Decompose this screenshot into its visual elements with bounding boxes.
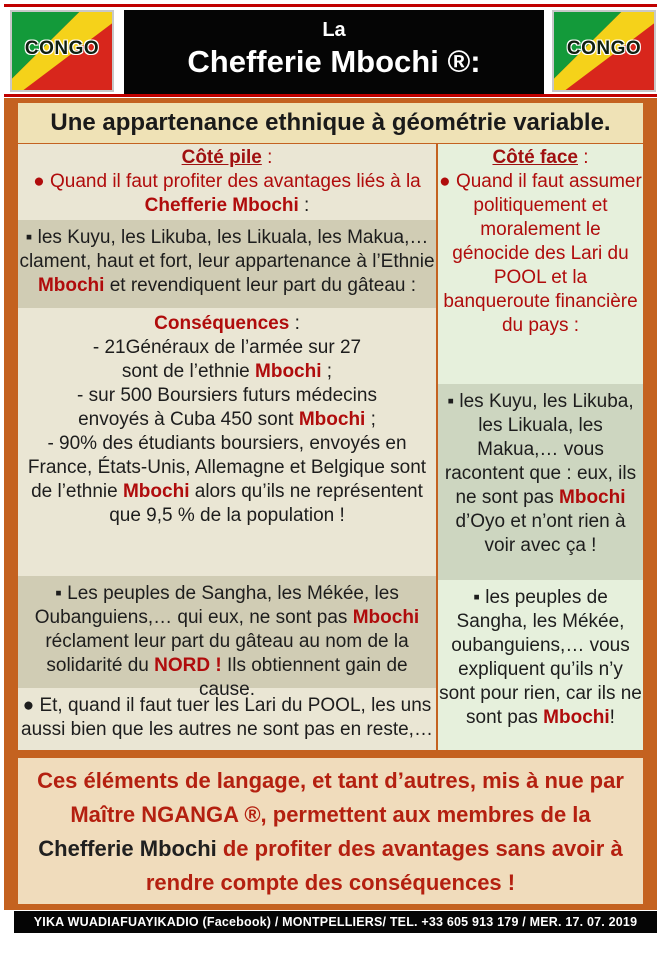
right-heading-colon: :: [577, 147, 589, 168]
cons2-line-a: - sur 500 Boursiers futurs médecins: [77, 385, 377, 406]
right-intro-b: politiquement et: [473, 195, 608, 216]
right-para2-a: ▪ les peuples de: [473, 587, 608, 608]
right-intro: [438, 144, 643, 384]
left-intro-end: :: [298, 195, 310, 216]
congo-flag-right: [552, 10, 656, 92]
cons1-end: ;: [321, 361, 333, 382]
right-column: [438, 144, 643, 750]
left-para2-term: Mbochi: [352, 607, 420, 628]
left-intro-text: Quand il faut profiter des avantages liés à la: [50, 171, 421, 192]
title-box: [124, 10, 544, 94]
cons3-line-a: - 90% des étudiants boursiers, envoyés en: [47, 433, 407, 454]
conclusion-line-3: de profiter des avantages sans avoir à: [216, 836, 623, 861]
left-para2-line-a: ▪ Les peuples de Sangha, les Mékée, les: [55, 583, 399, 604]
conclusion-line-2: Maître NGANGA ®, permettent aux membres de la: [70, 802, 591, 827]
right-intro-c: moralement le: [480, 219, 601, 240]
right-para1-f: d’Oyo et n’ont rien à: [455, 511, 626, 532]
conclusion-line-4: rendre compte des conséquences !: [145, 870, 516, 895]
right-para2-e: sont pour rien, car ils ne: [439, 683, 642, 704]
conclusion-line-1: Ces éléments de langage, et tant d’autres, mis à nue par: [37, 768, 624, 793]
bullet-icon: ●: [439, 171, 456, 192]
right-para1-e: ne sont pas: [455, 487, 560, 508]
consequences-colon: :: [289, 313, 300, 334]
right-para2-f: sont pas: [466, 707, 544, 728]
right-para2-c: oubanguiens,… vous: [451, 635, 630, 656]
right-intro-e: POOL et la: [493, 267, 588, 288]
right-para2-b: Sangha, les Mékée,: [456, 611, 625, 632]
right-para-1: [438, 384, 643, 580]
header: [4, 10, 657, 94]
left-para3-line-b: aussi bien que les autres ne sont pas en reste,…: [21, 719, 433, 740]
title-small: La: [322, 19, 346, 41]
left-para2-line-d: solidarité du: [46, 655, 155, 676]
right-para1-g: voir avec ça !: [484, 535, 597, 556]
right-intro-f: banqueroute financière: [443, 291, 638, 312]
subtitle: Une appartenance ethnique à géométrie variable.: [18, 103, 643, 143]
cons3-line-d: alors qu’ils ne représentent: [189, 481, 423, 502]
flag-left-label: CONGO: [24, 38, 100, 59]
right-para2-term: Mbochi: [543, 707, 610, 728]
left-heading: Côté pile: [181, 147, 262, 168]
cons3-line-c: de l’ethnie: [31, 481, 123, 502]
right-para1-d: racontent que : eux, ils: [444, 463, 637, 484]
cons2-term: Mbochi: [298, 409, 366, 430]
cons3-line-b: France, États-Unis, Allemagne et Belgique sont: [27, 457, 427, 478]
right-para-2: [438, 580, 643, 750]
right-para1-b: les Likuala, les: [478, 415, 603, 436]
conclusion-box: [18, 758, 643, 904]
poster: [4, 4, 657, 934]
right-para1-c: Makua,… vous: [477, 439, 604, 460]
flag-right-label: CONGO: [566, 38, 642, 59]
left-para2-term2: NORD !: [154, 655, 222, 676]
left-para1-line-c: et revendiquent leur part du gâteau :: [104, 275, 417, 296]
left-para-3: [18, 688, 436, 750]
cons3-line-e: que 9,5 % de la population !: [109, 505, 345, 526]
right-heading: Côté face: [492, 147, 578, 168]
left-heading-colon: :: [261, 147, 273, 168]
right-para1-term: Mbochi: [559, 487, 626, 508]
left-para2-line-e: Ils obtiennent gain de cause.: [199, 655, 408, 700]
left-para2-line-c: réclament leur part du gâteau au nom de la: [45, 631, 409, 652]
left-para1-line-b: clament, haut et fort, leur appartenance à l’Ethnie: [19, 251, 435, 272]
congo-flag-left: [10, 10, 114, 92]
cons1-term: Mbochi: [255, 361, 322, 382]
left-para1-line-a: ▪ les Kuyu, les Likuba, les Likuala, les Makua,…: [25, 227, 429, 248]
cons1-line-a: - 21Généraux de l’armée sur 27: [92, 337, 362, 358]
cons2-line-b: envoyés à Cuba 450 sont: [78, 409, 299, 430]
left-para-1: [18, 220, 436, 308]
cons3-term: Mbochi: [122, 481, 190, 502]
right-intro-g: du pays :: [501, 315, 580, 336]
right-intro-d: génocide des Lari du: [452, 243, 629, 264]
cons1-line-b: sont de l’ethnie: [121, 361, 256, 382]
right-intro-a: Quand il faut assumer: [455, 171, 642, 192]
left-para2-line-b: Oubanguiens,… qui eux, ne sont pas: [34, 607, 353, 628]
header-top-rule: [4, 4, 657, 7]
right-para2-d: expliquent qu’ils n’y: [458, 659, 623, 680]
cons2-end: ;: [365, 409, 376, 430]
left-para1-term: Mbochi: [37, 275, 105, 296]
header-bottom-rule: [4, 94, 657, 97]
left-consequences: [18, 308, 436, 576]
left-intro: [18, 144, 436, 220]
bullet-icon: ●: [33, 171, 51, 192]
left-column: [18, 144, 436, 750]
left-para-2: [18, 576, 436, 700]
left-intro-term: Chefferie Mbochi: [144, 195, 299, 216]
content-frame: [4, 98, 657, 910]
left-para3-line-a: ● Et, quand il faut tuer les Lari du POOL, les uns: [22, 695, 432, 716]
page-title: Chefferie Mbochi ®:: [187, 44, 481, 79]
conclusion-term: Chefferie Mbochi: [38, 836, 217, 861]
right-para1-a: ▪ les Kuyu, les Likuba,: [447, 391, 634, 412]
footer-credit: YIKA WUADIAFUAYIKADIO (Facebook) / MONTPELLIERS/ TEL. +33 605 913 179 / MER. 17. 07. 2019: [14, 911, 657, 933]
right-para2-end: !: [609, 707, 615, 728]
consequences-heading: Conséquences: [154, 313, 290, 334]
